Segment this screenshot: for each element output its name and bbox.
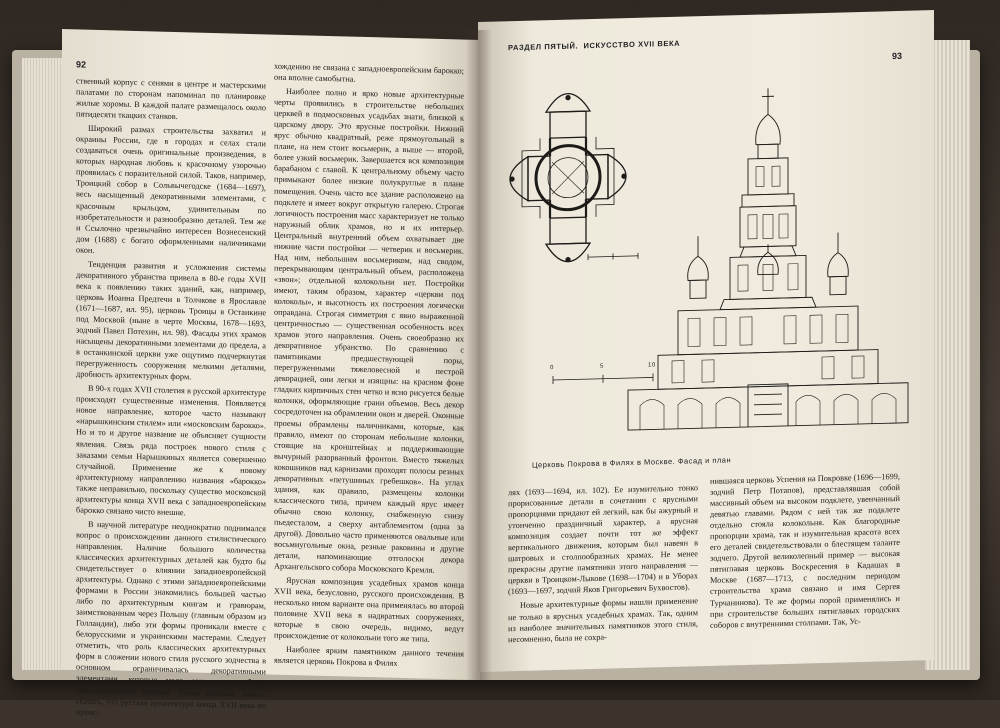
running-head <box>508 39 680 53</box>
page-number-right: 93 <box>892 51 902 61</box>
paragraph: Новые архитектурные формы нашли применение не только в ярусных усадебных храмах. Так, одним из наиболее значительных памятников этого стиля, несомненно, была не сохра- <box>508 596 698 645</box>
paragraph: Широкий размах строительства захватил и окраины России, где в городах и селах стали создаваться очень оригинальные произведения, в которых народная любовь к красочному узорочью проявилась с поразительной силой. Таков, например, Троицкий собор в Сольвычегодске (1684—1697), весь насыщенный декоративными элементами, с красочным крыльцом, удивительным по изобретательности и разнообразию деталей. Тем же и Ссылочно чрезвычайно интересен Вознесенский дом (1688) с богато оформленными наличниками окон. <box>76 123 266 261</box>
paragraph: хождению не связана с западноевропейским барокко; она вполне самобытна. <box>274 61 464 88</box>
scale-label-5: 5 <box>600 364 604 370</box>
church-facade-drawing <box>618 80 918 438</box>
paragraph: Тенденция развития и усложнения системы декоративного убранства привела в 80-е годы XVII века к появлению таких зданий, как, например, церковь Иоанна Предтечи в Толчкове в Ярославле (1671—1687, ил. 95), церковь Троицы в Останкине под Москвой (ныне в черте Москвы, 1678—1693, зодчий Павел Потехин, ил. 98). Фасады этих храмов насыщены декоративными элементами до предела, а в останкинской церкви уже ощутимо подчеркнутая перегруженность сооружения мелкими деталями, дробность архитектурных форм. <box>76 258 266 384</box>
left-page <box>62 29 480 680</box>
scale-label-10: 10 <box>648 362 656 368</box>
right-column-2 <box>710 471 900 662</box>
running-head-title: ИСКУССТВО XVII ВЕКА <box>584 39 681 51</box>
paragraph: Ярусная композиция усадебных храмов конца XVII века, безусловно, русского происхождения. В несколько ином варианте она применялась во второй половине XVII века в надвратных сооружениях, которые в свою очередь, видимо, ведут происхождение от колокольни того же типа. <box>274 575 464 646</box>
right-page <box>478 10 934 672</box>
running-head-section: РАЗДЕЛ ПЯТЫЙ. <box>508 41 578 52</box>
book-gutter <box>466 30 492 680</box>
paragraph: Наиболее полно и ярко новые архитектурные черты проявились в строительстве небольших церквей в подмосковных усадьбах знати, близкой к царскому двору. Это ярусные постройки. Нижний ярус обычно квадратный, реже прямоугольный в плане, на нем стоит восьмерик, а выше — второй, более узкий восьмерик. Завершается вся композиция барабаном с главой. К центральному объему часто примыкают более низкие полукруглые в плане помещения. Очень часто все здание расположено на подклете и имеет вокруг открытую галерею. Строгая логичность построения масс характеризует не только наружный облик храмов, но и их интерьер. Центральный внутренний объем охватывает две нижние части постройки — четверик и восьмерик. Над ним, небольшим восьмериком, над сводом, перекрывающим центральный объем, расположена «звон»; отдельной колокольни нет. Постройки имеют, таким образом, характер «церкви под колоколы», и высотность их построения логически оправдана. Строгая симметрия с явно выраженной центричностью — существенная особенность всех храмов этого направления. Очень своеобразно их декоративное убранство. По сравнению с памятниками предшествующей поры, перегруженными тяжеловесной и пестрой декорацией, они легки и изящны: на красном фоне гладких кирпичных стен четко и ясно рисуется белые колонки, оформляющие грани объемов. Весь декор сосредоточен на обрамлении окон и дверей. Оконные проемы обрамлены наличниками, которые, как правило, имеют по сторонам небольшие колонки, стоящие на кронштейнах и поддерживающие вычурный разорванный фронтон. Вместо тяжелых кокошников над карнизами проходят полосы резных декоративных «петушиных гребешков». На углах здания, как правило, размещены колонки классического типа, причем каждый ярус имеет обычно свою колонку, снабженную снизу пьедесталом, а сверху антаблементом (одна за другой). Довольно часто применяются овальные или восьмиугольные окна, резные раковины и другие детали, напоминающие отголоски декора Архангельского собора Московского Кремля. <box>274 86 464 577</box>
paragraph: нившаяся церковь Успения на Покровке (1696—1699, зодчий Петр Потапов), представлявшая собой массивный объем на высоком подклете, увенчанный девятью главами. Рядом с ней так же подклете отдельно стояла колокольня. Как благородные пропорции храма, так и изумительная красота всех его деталей свидетельствовали о блестящем таланте зодчего. Другой великолепный пример — высокая пятиглавая церковь Воскресения в Кадашах в Москве (1687—1713, с последним периодом строительства храма связано и имя Сергея Турчанинова). Те же формы порой применялись и при строительстве больших пятиглавых городских соборов с внутренними столпами. Так, Ус- <box>710 471 900 631</box>
figure-caption: Церковь Покрова в Филях в Москве. Фасад и план <box>532 455 731 469</box>
right-column-1 <box>508 482 698 667</box>
paragraph: В научной литературе неоднократно поднимался вопрос о происхождении данного стилистического направления. Наличие большого количества классических архитектурных деталей как будто бы свидетельствует о влиянии западноевропейской архитектуры. Однако с этими западноевропейскими формами в России знакомились большей частью либо по архитектурным книгам и гравюрам, заимствованным через Польшу (главным образом из Голландии), либо эти формы проникали вместе с белорусскими и украинскими мастерами. Следует отметить, что роль классических архитектурных форм в сложении нового стиля русского зодчества в основном ограничивалась декоративными элементами, которые мало затрагивали общие композиционные приемы. Таким образом, можно сказать, что русская архитектура конца XVII века по проис- <box>76 518 266 722</box>
page-number-left: 92 <box>76 59 86 69</box>
paragraph: Наиболее ярким памятником данного течения является церковь Покрова в Филях <box>274 644 464 671</box>
paragraph: лях (1693—1694, ил. 102). Ее изумительно тонко прорисованные детали в сочетании с ярусными пропорциями придают ей легкий, как бы ажурный и утонченно праздничный характер, а ярусная композиция создает почти тот же эффект вертикального движения, которым был навеян в шатровых и столпообразных храмах. Не менее прекрасны другие памятники этого направления — церкви в Троицком-Лыкове (1698—1704) и в Уборах (1693—1697, зодчий Яков Григорьевич Бухвостов). <box>508 482 698 597</box>
scale-label-0: 0 <box>550 365 554 371</box>
left-column-1 <box>76 75 266 670</box>
paragraph: В 90-х годах XVII столетия в русской архитектуре происходят существенные изменения. Появляется новое направление, которое часто называют «нарышкинским стилем» или «московским барокко». Но и то и другое название не объясняет сущности явления. Связь ряда построек нового стиля с заказами семьи Нарышкиных является совершенно случайной. Применение же к новому архитектурному направлению названия «барокко» также неправильно, поскольку существо московской архитектуры конца XVII века с западноевропейским барокко связано чисто внешне. <box>76 383 266 521</box>
paragraph: ственный корпус с сенями в центре и мастерскими палатами по сторонам напоминал по планировке жилые хоромы. В каждой палате размещалось около пятидесяти ткацких станков. <box>76 75 266 124</box>
left-column-2 <box>274 61 464 676</box>
